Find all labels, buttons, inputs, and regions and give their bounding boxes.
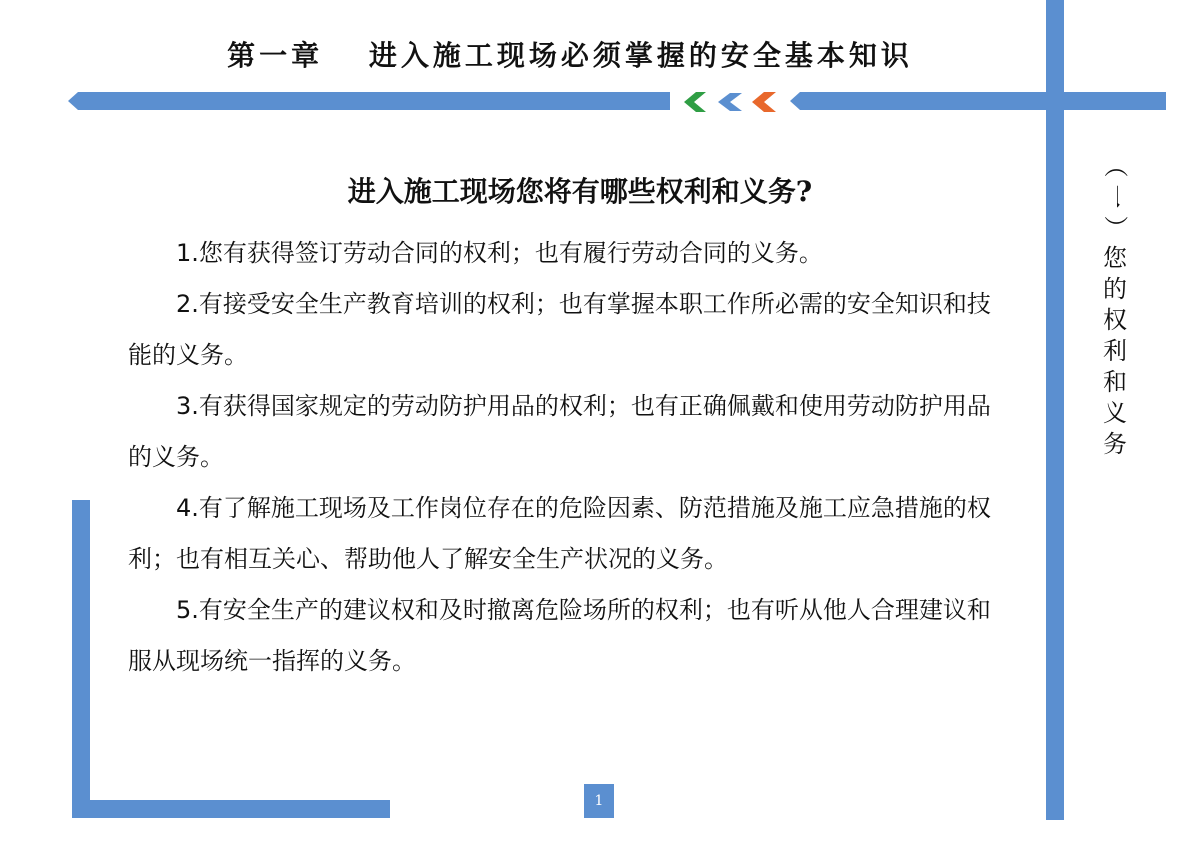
sidebar-paren-close: ）: [1101, 215, 1130, 240]
list-item: 5.有安全生产的建议权和及时撤离危险场所的权利；也有听从他人合理建议和服从现场统一指挥的义务。: [128, 596, 991, 675]
list-item: 2.有接受安全生产教育培训的权利；也有掌握本职工作所必需的安全知识和技能的义务。: [128, 290, 991, 369]
chevron-arrows-icon: [672, 90, 792, 114]
list-item: 3.有获得国家规定的劳动防护用品的权利；也有正确佩戴和使用劳动防护用品的义务。: [128, 392, 991, 471]
sidebar-numeral: 一: [1101, 184, 1130, 209]
chevron-left-icon: [684, 92, 706, 112]
sidebar-section-title: [1098, 150, 1132, 460]
rights-duties-list: [128, 228, 1008, 687]
sidebar-char: 利: [1103, 337, 1127, 365]
sidebar-paren-open: （: [1101, 153, 1130, 178]
sidebar-char: 义: [1103, 399, 1127, 427]
corner-bracket-vertical: [72, 500, 90, 818]
sidebar-char: 务: [1103, 430, 1127, 458]
sidebar-char: 您: [1103, 244, 1127, 272]
chapter-title: 第一章 进入施工现场必须掌握的安全基本知识: [227, 39, 913, 72]
header-divider-left: [78, 92, 670, 110]
page-number: 1: [584, 784, 614, 818]
sidebar-char: 和: [1103, 368, 1127, 396]
header-divider-right: [800, 92, 1166, 110]
section-question: 进入施工现场您将有哪些权利和义务?: [347, 175, 813, 208]
corner-bracket-horizontal: [72, 800, 390, 818]
right-divider: [1046, 0, 1064, 820]
sidebar-char: 权: [1103, 306, 1127, 334]
list-item: 4.有了解施工现场及工作岗位存在的危险因素、防范措施及施工应急措施的权利；也有相互关心、帮助他人了解安全生产状况的义务。: [128, 494, 991, 573]
sidebar-char: 的: [1103, 275, 1127, 303]
chevron-left-icon: [718, 93, 742, 111]
chevron-left-icon: [752, 92, 776, 112]
list-item: 1.您有获得签订劳动合同的权利；也有履行劳动合同的义务。: [176, 239, 823, 267]
